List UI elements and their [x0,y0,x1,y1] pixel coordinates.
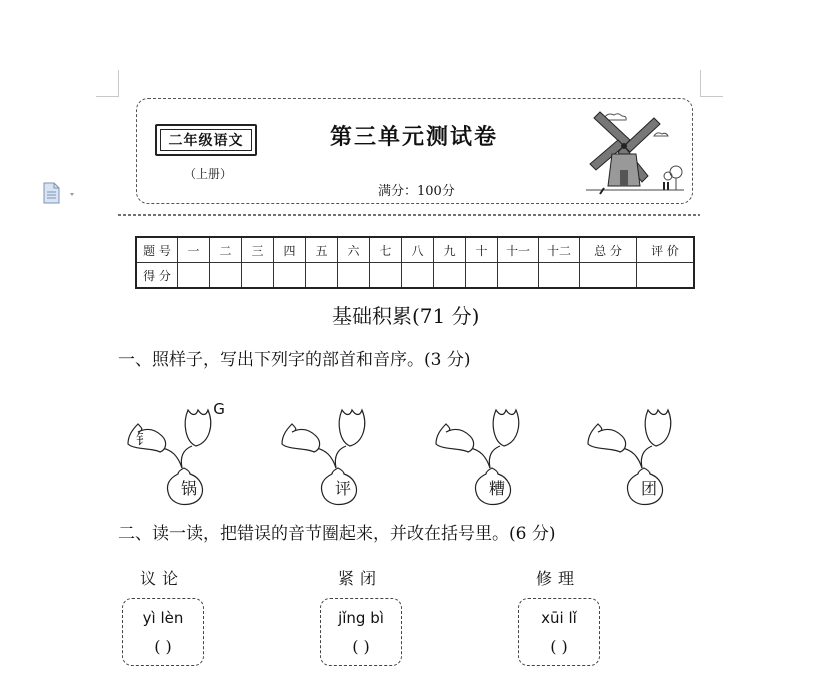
full-score-label: 满分：100分 [378,184,455,199]
section-title: 基础积累(71 分) [332,304,480,328]
table-header-cell: 评 价 [637,237,695,263]
score-cell[interactable] [306,263,338,289]
score-cell[interactable] [434,263,466,289]
word-label: 议论 [140,569,185,588]
page-corner-top-right [700,70,723,97]
subject-badge [155,124,257,156]
pinyin-card [122,598,204,666]
table-header-cell: 总 分 [580,237,637,263]
table-row [136,263,694,289]
question-1-prompt: 一、照样子，写出下列字的部首和音序。(3 分) [118,350,471,370]
pinyin-text: jǐng bì [338,609,384,627]
volume-label: （上册） [184,167,233,181]
table-row [136,237,694,263]
score-cell[interactable] [402,263,434,289]
flower-vase-item [276,390,396,508]
flower-vase-item [122,390,242,508]
table-header-cell: 七 [370,237,402,263]
question-2-prompt: 二、读一读，把错误的音节圈起来，并改在括号里。(6 分) [118,524,556,544]
vase-char: 评 [334,479,351,498]
table-header-cell: 十 [466,237,498,263]
score-cell[interactable] [580,263,637,289]
score-cell[interactable] [178,263,210,289]
page-title: 第三单元测试卷 [330,125,499,150]
flower-vase-item [582,390,702,508]
score-cell[interactable] [338,263,370,289]
table-header-cell: 八 [402,237,434,263]
answer-paren[interactable]: ( ) [352,637,370,656]
score-table [135,236,695,289]
table-header-cell: 三 [242,237,274,263]
pinyin-card [320,598,402,666]
table-header-cell: 十一 [498,237,539,263]
answer-paren[interactable]: ( ) [154,637,172,656]
table-header-cell: 二 [210,237,242,263]
header-divider [118,213,700,217]
table-header-cell: 十二 [539,237,580,263]
vase-char: 团 [640,479,657,498]
document-icon[interactable] [42,182,64,204]
vase-char: 锅 [180,479,197,498]
score-cell[interactable] [466,263,498,289]
score-cell[interactable] [539,263,580,289]
row1-label: 题 号 [136,237,178,263]
score-cell[interactable] [370,263,402,289]
pinyin-card [518,598,600,666]
answer-paren[interactable]: ( ) [550,637,568,656]
example-radical: 钅 [136,430,152,448]
score-cell[interactable] [637,263,695,289]
pinyin-text: yì lèn [142,609,184,627]
vase-char: 糟 [488,479,505,498]
score-cell[interactable] [274,263,306,289]
word-label: 修理 [536,569,581,588]
table-header-cell: 六 [338,237,370,263]
score-cell[interactable] [210,263,242,289]
word-label: 紧闭 [338,569,383,588]
table-header-cell: 九 [434,237,466,263]
table-header-cell: 四 [274,237,306,263]
page-corner-top-left [96,70,119,97]
subject-label: 二年级语文 [160,129,252,151]
score-cell[interactable] [498,263,539,289]
example-letter: G [213,400,225,418]
pinyin-text: xūi lǐ [541,609,577,627]
flower-vase-item [430,390,550,508]
score-cell[interactable] [242,263,274,289]
table-header-cell: 五 [306,237,338,263]
row2-label: 得 分 [136,263,178,289]
table-header-cell: 一 [178,237,210,263]
windmill-illustration [584,108,688,198]
